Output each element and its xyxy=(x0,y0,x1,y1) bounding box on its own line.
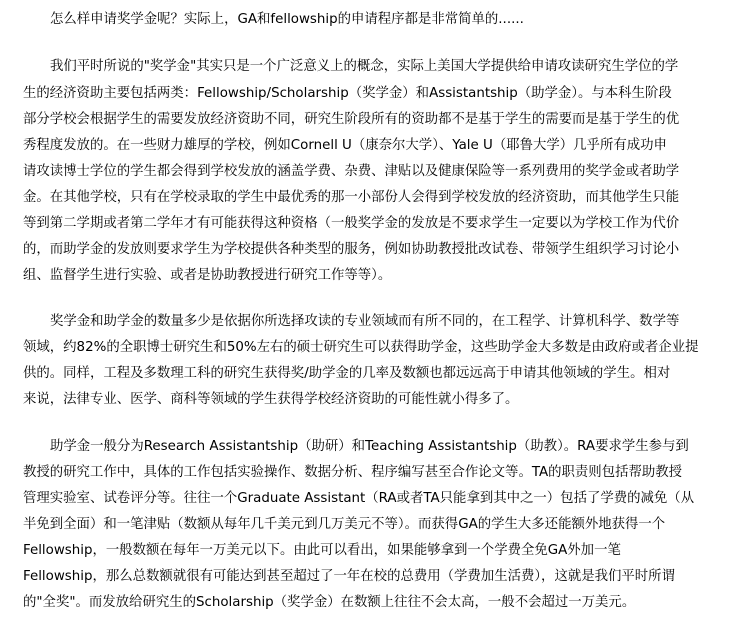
paragraph-line: 的"全奖"。而发放给研究生的Scholarship（奖学金）在数额上往往不会太高，一般不会超过一万美元。 xyxy=(23,595,636,610)
paragraph-line: 半免到全面）和一笔津贴（数额从每年几千美元到几万美元不等）。而获得GA的学生大多还能额外地获得一个 xyxy=(23,517,666,532)
paragraph-line: 领域，约82%的全职博士研究生和50%左右的硕士研究生可以获得助学金，这些助学金大多数是由政府或者企业提 xyxy=(23,340,699,355)
paragraph-line: 我们平时所说的"奖学金"其实只是一个广泛意义上的概念，实际上美国大学提供给申请攻读研究生学位的学 xyxy=(50,59,679,74)
paragraph-line: 请攻读博士学位的学生都会得到学校发放的涵盖学费、杂费、津贴以及健康保险等一系列费用的奖学金或者助学 xyxy=(23,164,680,179)
paragraph-line: 教授的研究工作中，具体的工作包括实验操作、数据分析、程序编写甚至合作论文等。TA的职责则包括帮助教授 xyxy=(23,465,683,480)
paragraph-line: 秀程度发放的。在一些财力雄厚的学校，例如Cornell U（康奈尔大学）、Yale U（耶鲁大学）几乎所有成功申 xyxy=(23,138,667,153)
paragraph-line: 奖学金和助学金的数量多少是依据你所选择攻读的专业领域而有所不同的，在工程学、计算机科学、数学等 xyxy=(50,314,680,329)
paragraph-line: 供的。同样，工程及多数理工科的研究生获得奖/助学金的几率及数额也都远远高于申请其他领域的学生。相对 xyxy=(23,366,671,381)
paragraph-line: Fellowship，那么总数额就很有可能达到甚至超过了一年在校的总费用（学费加生活费），这就是我们平时所谓 xyxy=(23,569,675,584)
paragraph-line: 管理实验室、试卷评分等。往往一个Graduate Assistant（RA或者TA只能拿到其中之一）包括了学费的减免（从 xyxy=(23,491,695,506)
paragraph-line: 生的经济资助主要包括两类：Fellowship/Scholarship（奖学金）和Assistantship（助学金）。与本科生阶段 xyxy=(23,86,672,101)
paragraph-line: 的，而助学金的发放则要求学生为学校提供各种类型的服务，例如协助教授批改试卷、带领学生组织学习讨论小 xyxy=(23,242,680,257)
paragraph-line: 助学金一般分为Research Assistantship（助研）和Teaching Assistantship（助教）。RA要求学生参与到 xyxy=(50,439,689,454)
paragraph-line: Fellowship，一般数额在每年一万美元以下。由此可以看出，如果能够拿到一个学费全免GA外加一笔 xyxy=(23,543,621,558)
paragraph-line: 来说，法律专业、医学、商科等领域的学生获得学校经济资助的可能性就小得多了。 xyxy=(23,392,519,407)
paragraph-line: 等到第二学期或者第二学年才有可能获得这种资格（一般奖学金的发放是不要求学生一定要以为学校工作为代价 xyxy=(23,216,680,231)
intro-line: 怎么样申请奖学金呢？实际上，GA和fellowship的申请程序都是非常简单的...... xyxy=(50,12,524,27)
paragraph-line: 金。在其他学校，只有在学校录取的学生中最优秀的那一小部份人会得到学校发放的经济资助，而其他学生只能 xyxy=(23,190,680,205)
paragraph-line: 组、监督学生进行实验、或者是协助教授进行研究工作等等）。 xyxy=(23,268,392,283)
paragraph-line: 部分学校会根据学生的需要发放经济资助不同，研究生阶段所有的资助都不是基于学生的需要而是基于学生的优 xyxy=(23,112,680,127)
